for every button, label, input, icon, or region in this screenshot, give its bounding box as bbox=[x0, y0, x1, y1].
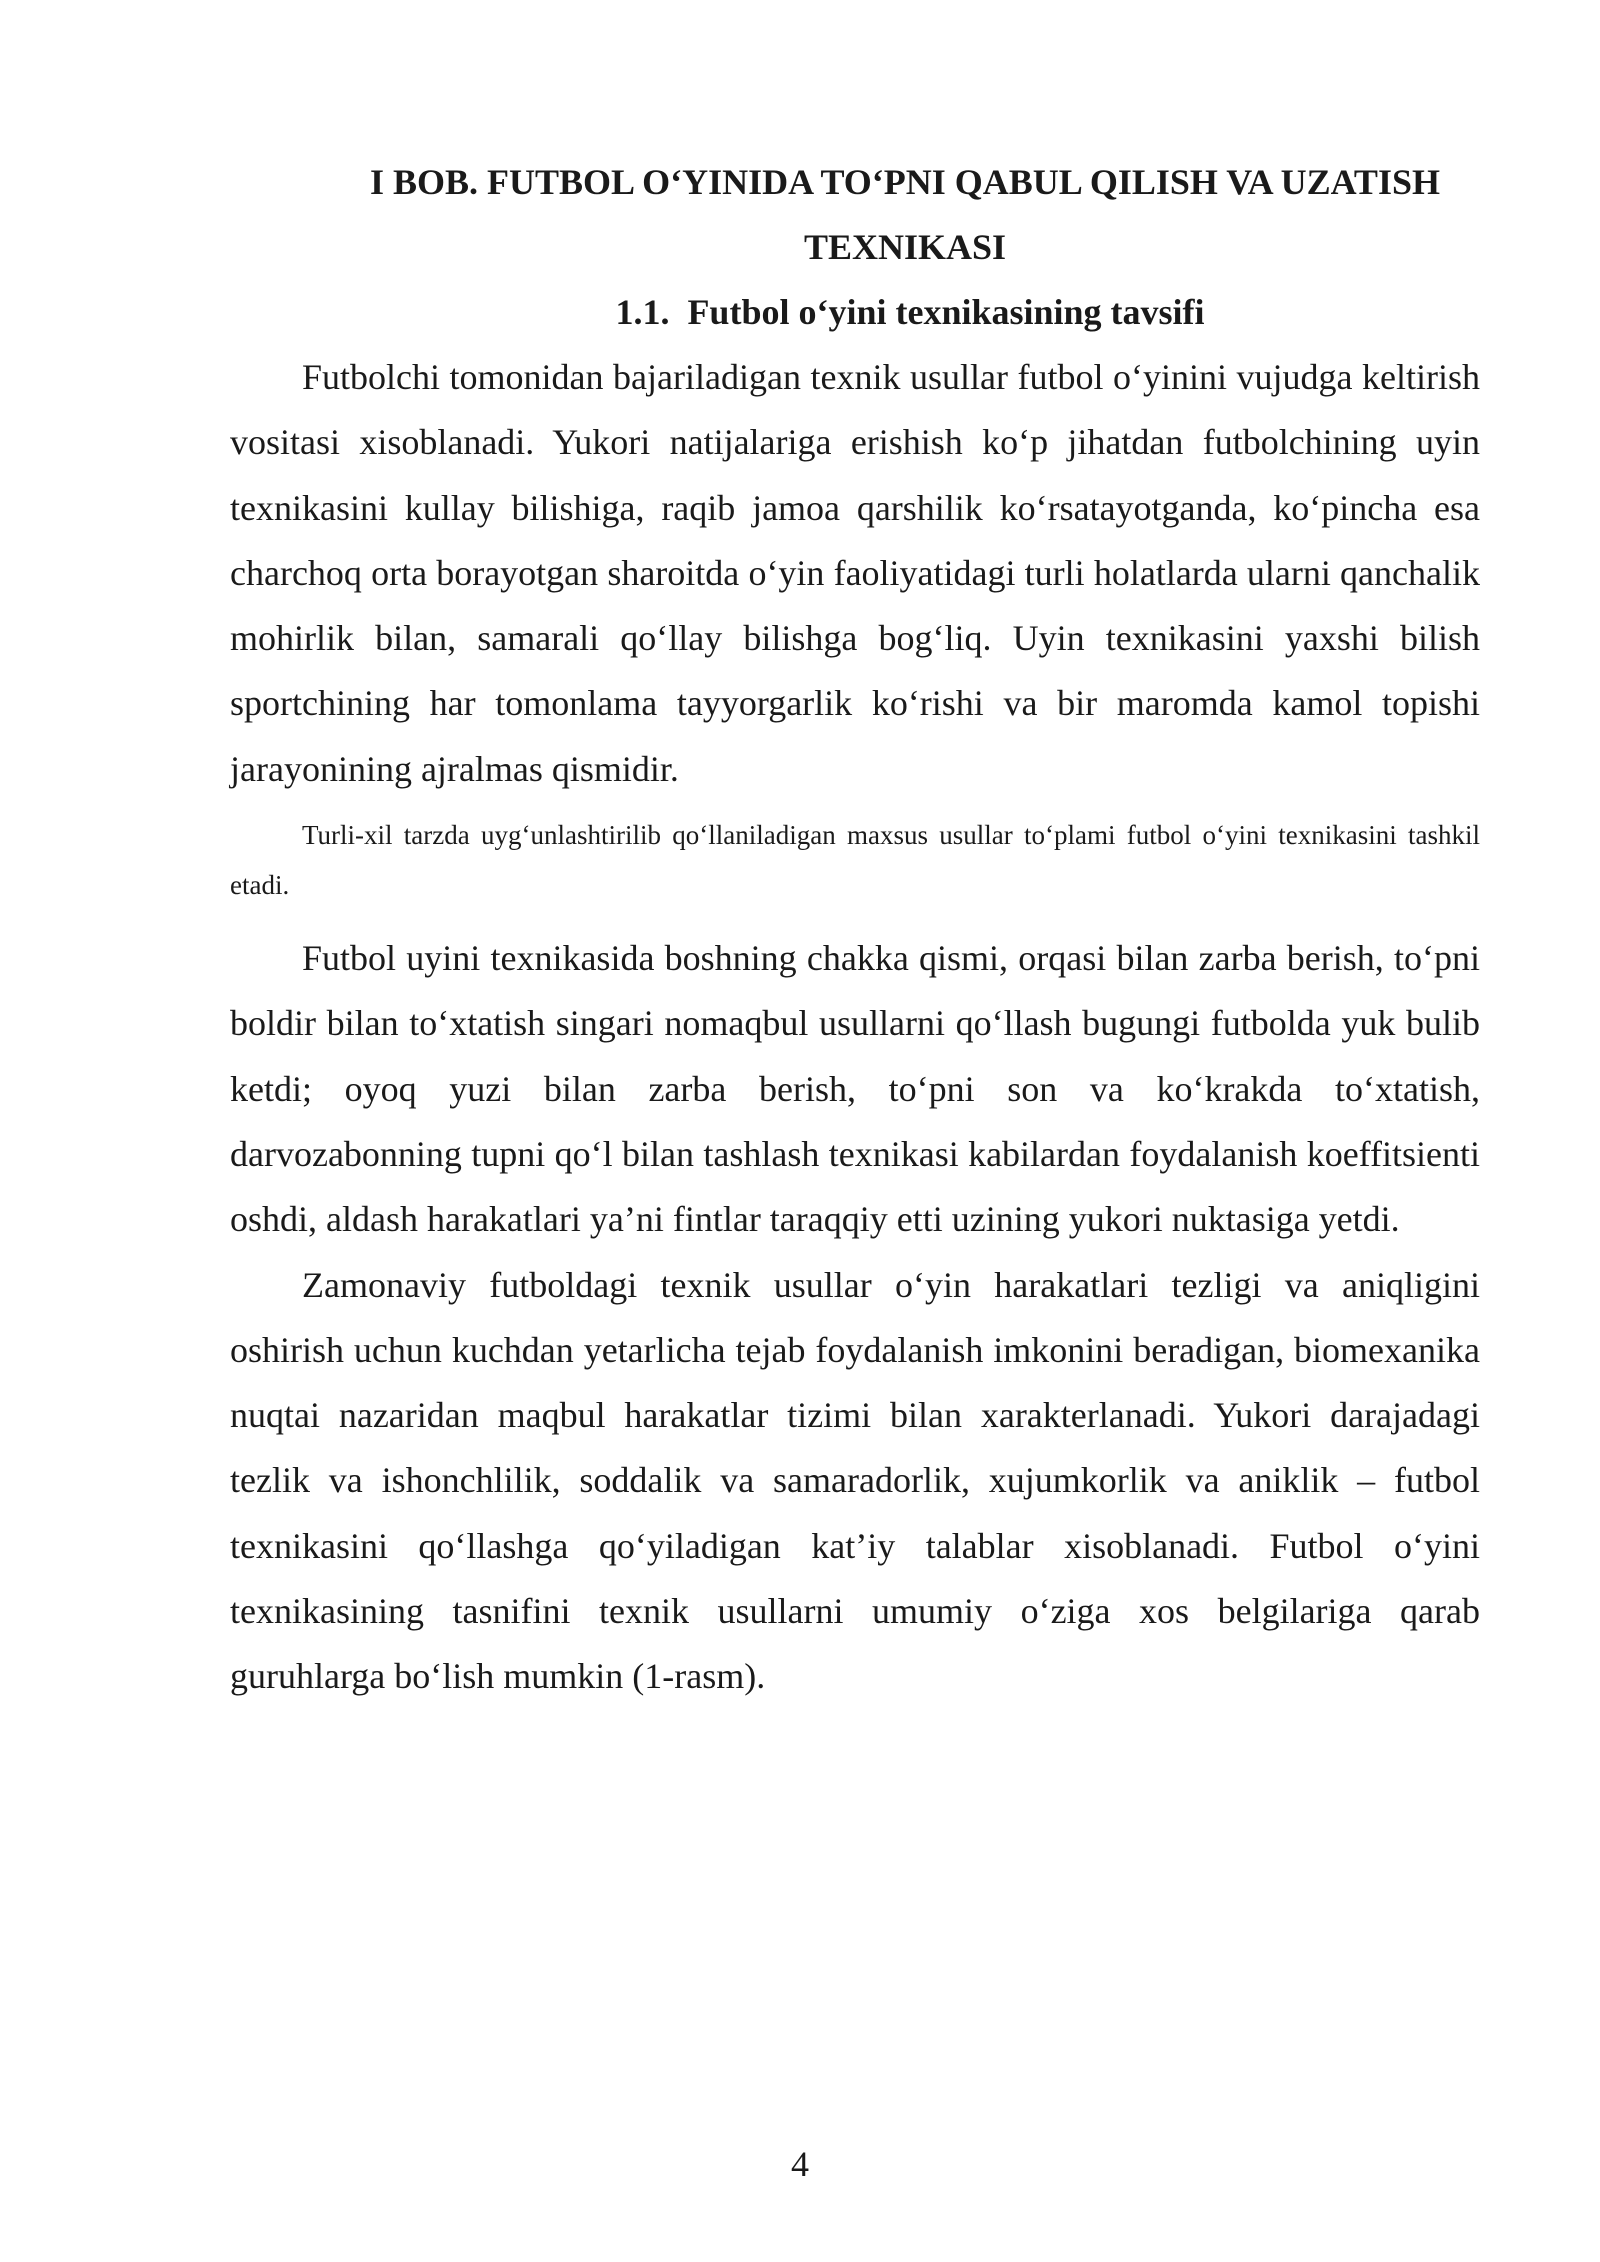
section-title: 1.1. Futbol o‘yini texnikasining tavsifi bbox=[615, 292, 1205, 332]
chapter-title-line-2: TEXNIKASI bbox=[803, 227, 1007, 267]
page-content bbox=[230, 150, 1480, 1710]
paragraph-2: Futbol uyini texnikasida boshning chakka qismi, orqasi bilan zarba berish, to‘pni boldir bilan to‘xtatish singari nomaqbul usullarni qo‘llash bugungi futbolda yuk bulib ketdi; oyoq yuzi bilan zarba berish, to‘pni son va ko‘krakda to‘xtatish, darvozabonning tupni qo‘l bilan tashlash texnikasi kabilardan foydalanish koeffitsienti oshdi, aldash harakatlari ya’ni fintlar taraqqiy etti uzining yukori nuktasiga yetdi. bbox=[230, 938, 1480, 1240]
page-number: 4 bbox=[791, 2144, 809, 2184]
note-paragraph: Turli-xil tarzda uyg‘unlashtirilib qo‘llaniladigan maxsus usullar to‘plami futbol o‘yini texnikasini tashkil etadi. bbox=[230, 820, 1480, 901]
chapter-title-line-1: I BOB. FUTBOL O‘YINIDA TO‘PNI QABUL QILISH VA UZATISH bbox=[370, 162, 1440, 202]
paragraph-3: Zamonaviy futboldagi texnik usullar o‘yin harakatlari tezligi va aniqligini oshirish uchun kuchdan yetarlicha tejab foydalanish imkonini beradigan, biomexanika nuqtai nazaridan maqbul harakatlar tizimi bilan xarakterlanadi. Yukori darajadagi tezlik va ishonchlilik, soddalik va samaradorlik, xujumkorlik va aniklik – futbol texnikasini qo‘llashga qo‘yiladigan kat’iy talablar xisoblanadi. Futbol o‘yini texnikasining tasnifini texnik usullarni umumiy o‘ziga xos belgilariga qarab guruhlarga bo‘lish mumkin (1-rasm). bbox=[230, 1264, 1480, 1697]
chapter-title bbox=[230, 150, 1480, 280]
paragraph-1: Futbolchi tomonidan bajariladigan texnik usullar futbol o‘yinini vujudga keltirish vositasi xisoblanadi. Yukori natijalariga erishish ko‘p jihatdan futbolchining uyin texnikasini kullay bilishiga, raqib jamoa qarshilik ko‘rsatayotganda, ko‘pincha esa charchoq orta borayotgan sharoitda o‘yin faoliyatidagi turli holatlarda ularni qanchalik mohirlik bilan, samarali qo‘llay bilishga bog‘liq. Uyin texnikasini yaxshi bilish sportchining har tomonlama tayyorgarlik ko‘rishi va bir maromda kamol topishi jarayonining ajralmas qismidir. bbox=[230, 357, 1480, 789]
